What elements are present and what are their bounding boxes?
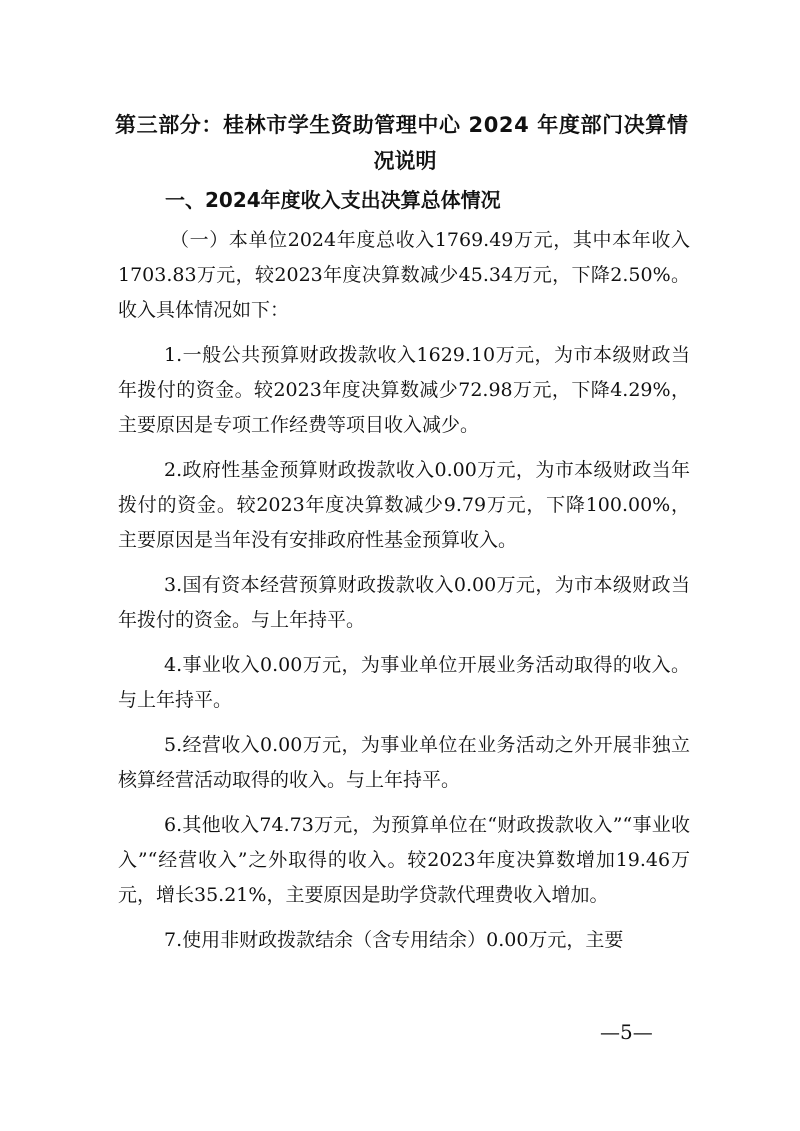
paragraph-non-fiscal-balance: 7.使用非财政拨款结余（含专用结余）0.00万元，主要 bbox=[164, 929, 624, 951]
document-title bbox=[115, 107, 695, 179]
paragraph-general-budget-income: 1.一般公共预算财政拨款收入1629.10万元，为市本级财政当年拨付的资金。较2023年度决算数减少72.98万元，下降4.29%，主要原因是专项工作经费等项目收入减少。 bbox=[118, 344, 690, 436]
paragraph-total-income: （一）本单位2024年度总收入1769.49万元，其中本年收入1703.83万元，较2023年度决算数减少45.34万元，下降2.50%。收入具体情况如下： bbox=[118, 229, 690, 321]
title-line-2: 况说明 bbox=[373, 149, 437, 173]
section-heading: 一、2024年度收入支出决算总体情况 bbox=[165, 188, 501, 212]
document-body bbox=[118, 223, 690, 958]
paragraph-business-income: 4.事业收入0.00万元，为事业单位开展业务活动取得的收入。与上年持平。 bbox=[118, 654, 690, 711]
paragraph-state-capital-income: 3.国有资本经营预算财政拨款收入0.00万元，为市本级财政当年拨付的资金。与上年持平。 bbox=[118, 574, 690, 631]
paragraph-operating-income: 5.经营收入0.00万元，为事业单位在业务活动之外开展非独立核算经营活动取得的收入。与上年持平。 bbox=[118, 734, 690, 791]
paragraph-government-fund-income: 2.政府性基金预算财政拨款收入0.00万元，为市本级财政当年拨付的资金。较2023年度决算数减少9.79万元，下降100.00%，主要原因是当年没有安排政府性基金预算收入。 bbox=[118, 459, 690, 551]
paragraph-other-income: 6.其他收入74.73万元，为预算单位在“财政拨款收入”“事业收入”“经营收入”之外取得的收入。较2023年度决算数增加19.46万元，增长35.21%，主要原因是助学贷款代理费收入增加。 bbox=[118, 814, 690, 906]
title-line-1: 第三部分：桂林市学生资助管理中心 2024 年度部门决算情 bbox=[115, 113, 689, 137]
page-number: —5— bbox=[600, 1020, 653, 1044]
